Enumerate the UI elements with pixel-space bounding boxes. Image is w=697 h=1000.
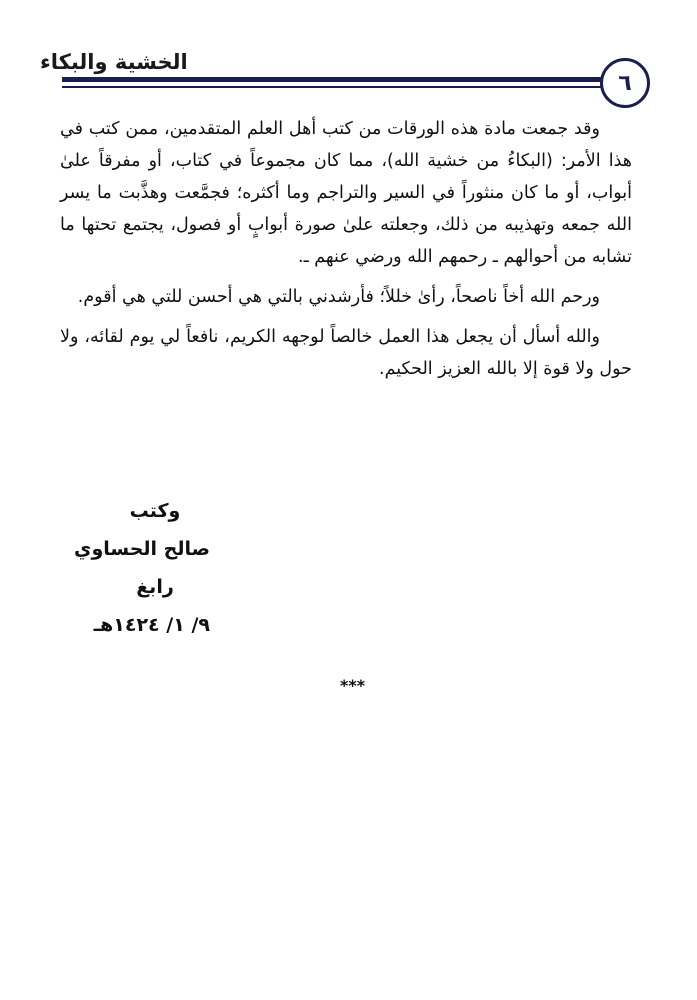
header-rule-thin xyxy=(62,86,602,88)
running-title: الخشية والبكاء xyxy=(40,50,188,74)
paragraph-supplication: والله أسأل أن يجعل هذا العمل خالصاً لوجهه الكريم، نافعاً لي يوم لقائه، ولا حول ولا قوة إلا بالله العزيز الحكيم. xyxy=(60,327,632,379)
header-rule-thick xyxy=(62,77,602,82)
body-text xyxy=(60,113,632,393)
signature-date: ٩/ ١/ ١٤٢٤هـ xyxy=(93,614,210,636)
section-separator: *** xyxy=(340,676,366,695)
page-number-badge xyxy=(600,58,650,108)
paragraph-compilation: وقد جمعت مادة هذه الورقات من كتب أهل العلم المتقدمين، ممن كتب في هذا الأمر: (البكاءُ من خشية الله)، مما كان مجموعاً في كتاب، أو مفرقاً علىٰ أبواب، أو ما كان منثوراً في السير والتراجم وما أكثره؛ فجمَّعت وهذَّبت ما يسر الله جمعه وتهذيبه من ذلك، وجعلته علىٰ صورة أبوابٍ أو فصول، يجتمع تحتها ما تشابه من أحوالهم ـ رحمهم الله ورضي عنهم ـ. xyxy=(60,119,632,267)
page-number: ٦ xyxy=(618,70,632,96)
paragraph-advice: ورحم الله أخاً ناصحاً، رأىٰ خللاً؛ فأرشدني بالتي هي أحسن للتي هي أقوم. xyxy=(77,287,600,307)
page-header xyxy=(0,40,697,120)
signature-author: صالح الحساوي xyxy=(74,538,210,560)
signature-block xyxy=(74,492,210,644)
signature-place: رابغ xyxy=(136,576,174,598)
signature-wrote: وكتب xyxy=(129,500,181,522)
